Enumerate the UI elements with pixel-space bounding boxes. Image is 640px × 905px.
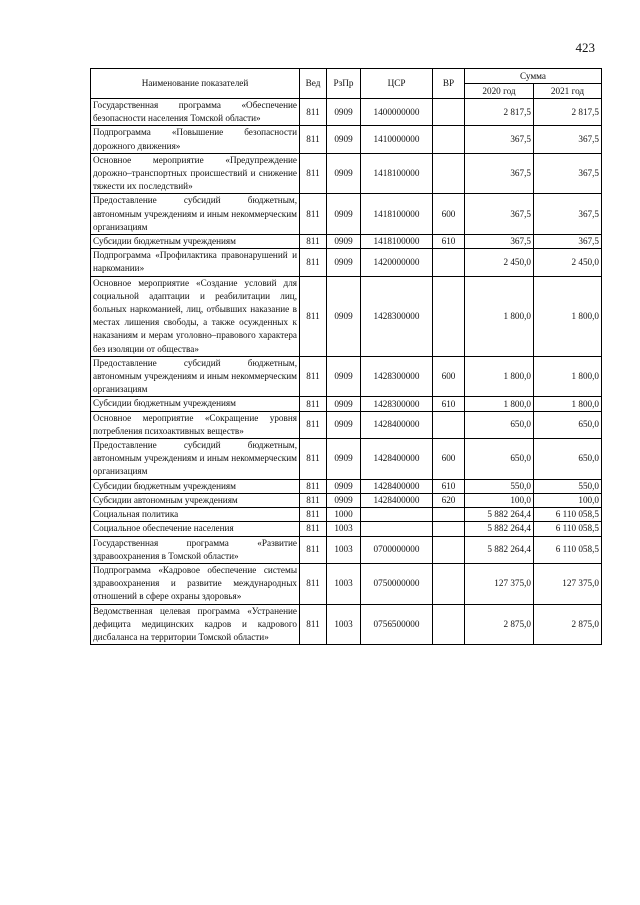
cell-csr: 1428400000 [361,479,433,493]
cell-name: Подпрограмма «Профилактика правонарушений и наркомании» [91,249,300,276]
cell-csr: 1428400000 [361,493,433,507]
cell-name: Государственная программа «Обеспечение безопасности населения Томской области» [91,99,300,126]
header-rzpr: РзПр [327,69,361,99]
table-row [91,249,602,276]
cell-rzpr: 0909 [327,126,361,153]
cell-ved: 811 [300,276,327,356]
cell-csr: 0756500000 [361,604,433,645]
cell-vr [433,563,465,604]
cell-sum-2020: 127 375,0 [465,563,534,604]
cell-sum-2021: 2 817,5 [534,99,602,126]
table-row [91,493,602,507]
cell-ved: 811 [300,604,327,645]
table-row [91,479,602,493]
table-row [91,604,602,645]
table-row [91,153,602,194]
cell-rzpr: 0909 [327,411,361,438]
cell-sum-2021: 2 450,0 [534,249,602,276]
table-row [91,194,602,235]
cell-csr: 1418100000 [361,235,433,249]
header-2020: 2020 год [465,84,534,99]
cell-sum-2021: 367,5 [534,194,602,235]
page-number: 423 [575,40,595,55]
cell-sum-2020: 367,5 [465,235,534,249]
cell-sum-2021: 1 800,0 [534,356,602,397]
cell-vr [433,508,465,522]
cell-csr: 1418100000 [361,194,433,235]
cell-ved: 811 [300,439,327,480]
cell-sum-2021: 127 375,0 [534,563,602,604]
cell-sum-2020: 2 450,0 [465,249,534,276]
header-2021: 2021 год [534,84,602,99]
cell-ved: 811 [300,522,327,536]
header-sum: Сумма [465,69,602,84]
cell-sum-2020: 5 882 264,4 [465,536,534,563]
cell-rzpr: 0909 [327,493,361,507]
cell-vr: 610 [433,479,465,493]
cell-vr [433,522,465,536]
cell-csr: 1428400000 [361,411,433,438]
cell-sum-2020: 650,0 [465,411,534,438]
table-row [91,522,602,536]
table-body [91,99,602,645]
cell-csr: 1428400000 [361,439,433,480]
cell-csr: 1400000000 [361,99,433,126]
cell-rzpr: 0909 [327,194,361,235]
cell-sum-2021: 2 875,0 [534,604,602,645]
cell-rzpr: 1003 [327,604,361,645]
cell-ved: 811 [300,508,327,522]
cell-ved: 811 [300,479,327,493]
cell-name: Предоставление субсидий бюджетным, автономным учреждениям и иным некоммерческим организациям [91,356,300,397]
cell-csr: 1428300000 [361,356,433,397]
cell-sum-2020: 100,0 [465,493,534,507]
cell-sum-2021: 6 110 058,5 [534,522,602,536]
table-row [91,508,602,522]
cell-rzpr: 0909 [327,235,361,249]
cell-sum-2020: 1 800,0 [465,356,534,397]
cell-sum-2021: 1 800,0 [534,397,602,411]
cell-vr [433,604,465,645]
table-row [91,411,602,438]
cell-ved: 811 [300,356,327,397]
cell-name: Социальная политика [91,508,300,522]
header-ved: Вед [300,69,327,99]
cell-csr: 1418100000 [361,153,433,194]
cell-sum-2020: 367,5 [465,126,534,153]
cell-vr: 610 [433,235,465,249]
cell-ved: 811 [300,536,327,563]
table-row [91,235,602,249]
cell-sum-2021: 650,0 [534,411,602,438]
cell-sum-2021: 367,5 [534,126,602,153]
table-row [91,356,602,397]
cell-ved: 811 [300,397,327,411]
header-csr: ЦСР [361,69,433,99]
cell-vr: 600 [433,356,465,397]
cell-sum-2020: 1 800,0 [465,397,534,411]
table-row [91,397,602,411]
cell-vr [433,153,465,194]
cell-name: Основное мероприятие «Создание условий для социальной адаптации и реабилитации лиц, больных наркоманией, лиц, отбывших наказание в местах лишения свободы, а также осужденных к наказаниям и мерам уголовно–правового характера без изоляции от общества» [91,276,300,356]
cell-csr [361,508,433,522]
cell-name: Ведомственная целевая программа «Устранение дефицита медицинских кадров и кадрового дисбаланса на территории Томской области» [91,604,300,645]
cell-csr: 1428300000 [361,276,433,356]
cell-rzpr: 0909 [327,249,361,276]
cell-ved: 811 [300,194,327,235]
cell-sum-2021: 367,5 [534,153,602,194]
cell-rzpr: 1003 [327,522,361,536]
cell-csr: 0750000000 [361,563,433,604]
table-row [91,439,602,480]
cell-rzpr: 1003 [327,563,361,604]
cell-sum-2020: 367,5 [465,153,534,194]
cell-rzpr: 1000 [327,508,361,522]
cell-ved: 811 [300,411,327,438]
cell-ved: 811 [300,493,327,507]
cell-vr [433,276,465,356]
cell-vr: 600 [433,439,465,480]
cell-sum-2021: 1 800,0 [534,276,602,356]
cell-vr [433,411,465,438]
cell-name: Государственная программа «Развитие здравоохранения в Томской области» [91,536,300,563]
cell-sum-2020: 5 882 264,4 [465,522,534,536]
cell-vr: 600 [433,194,465,235]
cell-sum-2021: 6 110 058,5 [534,536,602,563]
header-name: Наименование показателей [91,69,300,99]
cell-sum-2020: 367,5 [465,194,534,235]
cell-name: Подпрограмма «Кадровое обеспечение системы здравоохранения и развитие международных отношений в сфере охраны здоровья» [91,563,300,604]
cell-name: Субсидии бюджетным учреждениям [91,479,300,493]
cell-rzpr: 0909 [327,153,361,194]
table-row [91,126,602,153]
cell-name: Субсидии бюджетным учреждениям [91,397,300,411]
cell-rzpr: 1003 [327,536,361,563]
table-header [91,69,602,99]
cell-sum-2021: 367,5 [534,235,602,249]
cell-ved: 811 [300,153,327,194]
cell-name: Субсидии автономным учреждениям [91,493,300,507]
header-vr: ВР [433,69,465,99]
cell-rzpr: 0909 [327,276,361,356]
cell-rzpr: 0909 [327,397,361,411]
budget-table [90,68,602,645]
cell-sum-2020: 550,0 [465,479,534,493]
cell-csr [361,522,433,536]
cell-sum-2021: 6 110 058,5 [534,508,602,522]
cell-ved: 811 [300,235,327,249]
cell-csr: 0700000000 [361,536,433,563]
cell-sum-2021: 650,0 [534,439,602,480]
cell-sum-2020: 2 875,0 [465,604,534,645]
cell-ved: 811 [300,126,327,153]
cell-csr: 1410000000 [361,126,433,153]
table-row [91,536,602,563]
cell-vr: 610 [433,397,465,411]
cell-sum-2021: 550,0 [534,479,602,493]
cell-name: Предоставление субсидий бюджетным, автономным учреждениям и иным некоммерческим организациям [91,439,300,480]
cell-csr: 1428300000 [361,397,433,411]
cell-name: Подпрограмма «Повышение безопасности дорожного движения» [91,126,300,153]
cell-sum-2020: 5 882 264,4 [465,508,534,522]
cell-vr [433,249,465,276]
cell-ved: 811 [300,99,327,126]
cell-sum-2021: 100,0 [534,493,602,507]
cell-name: Субсидии бюджетным учреждениям [91,235,300,249]
cell-vr [433,99,465,126]
cell-ved: 811 [300,249,327,276]
cell-csr: 1420000000 [361,249,433,276]
table-row [91,99,602,126]
cell-name: Социальное обеспечение населения [91,522,300,536]
cell-rzpr: 0909 [327,479,361,493]
cell-sum-2020: 1 800,0 [465,276,534,356]
table-row [91,563,602,604]
cell-vr: 620 [433,493,465,507]
cell-vr [433,536,465,563]
cell-rzpr: 0909 [327,99,361,126]
cell-rzpr: 0909 [327,439,361,480]
cell-name: Предоставление субсидий бюджетным, автономным учреждениям и иным некоммерческим организациям [91,194,300,235]
cell-ved: 811 [300,563,327,604]
cell-vr [433,126,465,153]
cell-name: Основное мероприятие «Сокращение уровня потребления психоактивных веществ» [91,411,300,438]
cell-sum-2020: 650,0 [465,439,534,480]
table-row [91,276,602,356]
cell-sum-2020: 2 817,5 [465,99,534,126]
cell-rzpr: 0909 [327,356,361,397]
cell-name: Основное мероприятие «Предупреждение дорожно–транспортных происшествий и снижение тяжести их последствий» [91,153,300,194]
